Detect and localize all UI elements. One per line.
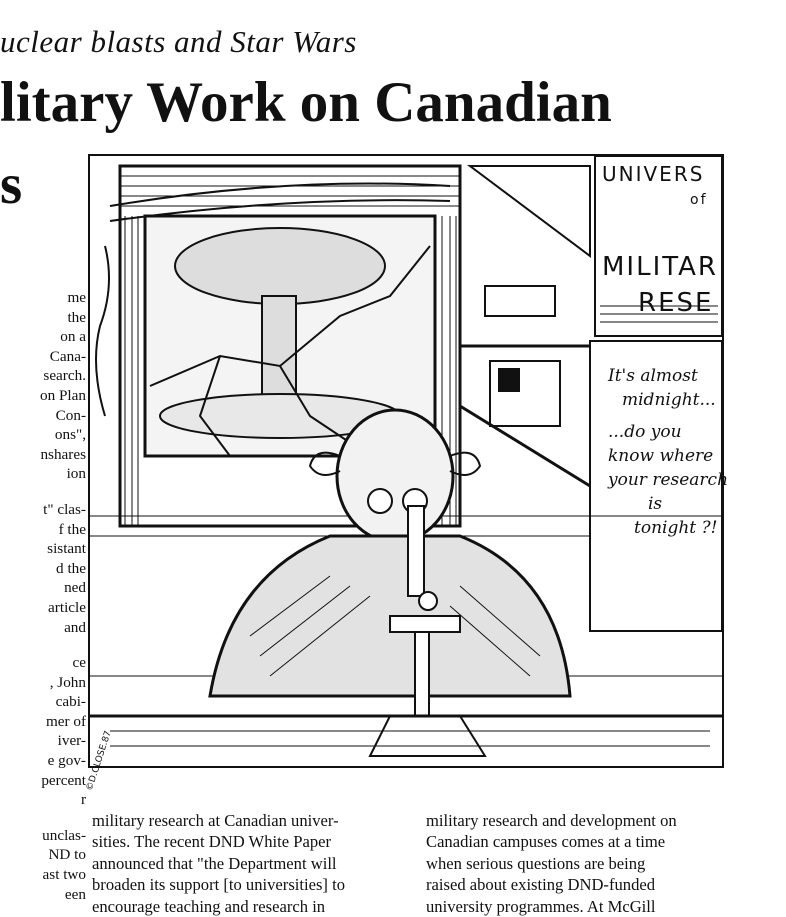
fragment-line: d the <box>56 559 86 577</box>
body-line: military research and development on <box>426 811 677 830</box>
fragment-line: ned <box>64 579 86 597</box>
fragment-line: ast two <box>42 866 86 884</box>
note-line: your research <box>608 470 729 490</box>
note-line: is <box>648 494 663 514</box>
fragment-line: sistant <box>47 540 86 558</box>
note-line: It's almost <box>608 366 698 386</box>
fragment-line: iver- <box>57 732 86 750</box>
sign-line-4: RESE <box>638 288 714 318</box>
fragment-line: ND to <box>48 846 86 864</box>
cartoon-note <box>608 364 728 540</box>
fragment-line: article <box>48 598 86 616</box>
fragment-line: search. <box>43 367 86 385</box>
body-line: Canadian campuses comes at a time <box>426 832 666 852</box>
note-line: ...do you <box>608 422 682 442</box>
sign-line-2: of <box>690 192 708 208</box>
sign-line-1: UNIVERS <box>602 162 705 186</box>
body-line: announced that "the Department will <box>92 853 337 873</box>
fragment-line: percent <box>41 771 86 789</box>
fragment-line: Con- <box>55 406 86 424</box>
fragment-line: t" clas- <box>43 500 86 518</box>
fragment-line: e gov- <box>47 752 86 770</box>
fragment-line: me <box>67 289 86 306</box>
fragment-line: the <box>67 308 86 326</box>
note-line: midnight... <box>622 390 716 410</box>
fragment-line: f the <box>58 520 86 538</box>
cartoonist-signature: ©D.CLOSE.87 <box>84 729 114 793</box>
fragment-line: ion <box>66 465 86 483</box>
fragment-line: cabi- <box>55 693 86 711</box>
fragment-line: een <box>64 885 86 900</box>
fragment-line: ons", <box>54 426 86 444</box>
body-line: raised about existing DND-funded <box>426 875 656 895</box>
body-line: when serious questions are being <box>426 853 646 873</box>
paragraph-gap <box>0 810 86 826</box>
headline-line-1: litary Work on Canadian <box>0 71 612 134</box>
body-line: sities. The recent DND White Paper <box>92 832 332 852</box>
paragraph-gap <box>0 484 86 500</box>
note-line: tonight ?! <box>634 518 718 538</box>
body-line: encourage teaching and research in <box>92 896 326 916</box>
body-column-2 <box>426 810 677 917</box>
fragment-line: and <box>64 618 86 636</box>
article-kicker: uclear blasts and Star Wars <box>0 24 357 59</box>
fragment-line: , John <box>49 673 86 691</box>
left-column-fragments <box>0 288 86 900</box>
paragraph-gap <box>0 637 86 653</box>
note-line: know where <box>608 446 714 466</box>
fragment-line: Cana- <box>49 347 86 365</box>
body-line: military research at Canadian univer- <box>92 811 339 830</box>
editorial-cartoon <box>84 154 729 793</box>
sign-line-3: MILITAR <box>602 252 718 282</box>
headline-line-2: s <box>0 153 23 216</box>
body-line: university programmes. At McGill <box>426 896 656 916</box>
fragment-line: mer of <box>45 712 86 730</box>
fragment-line: on a <box>60 328 86 346</box>
fragment-line: unclas- <box>42 826 86 844</box>
body-line: broaden its support [to universities] to <box>92 875 346 895</box>
fragment-line: r <box>80 791 86 809</box>
fragment-line: on Plan <box>40 386 86 404</box>
body-column-1 <box>92 810 345 917</box>
fragment-line: nshares <box>40 445 86 463</box>
fragment-line: ce <box>72 654 86 672</box>
